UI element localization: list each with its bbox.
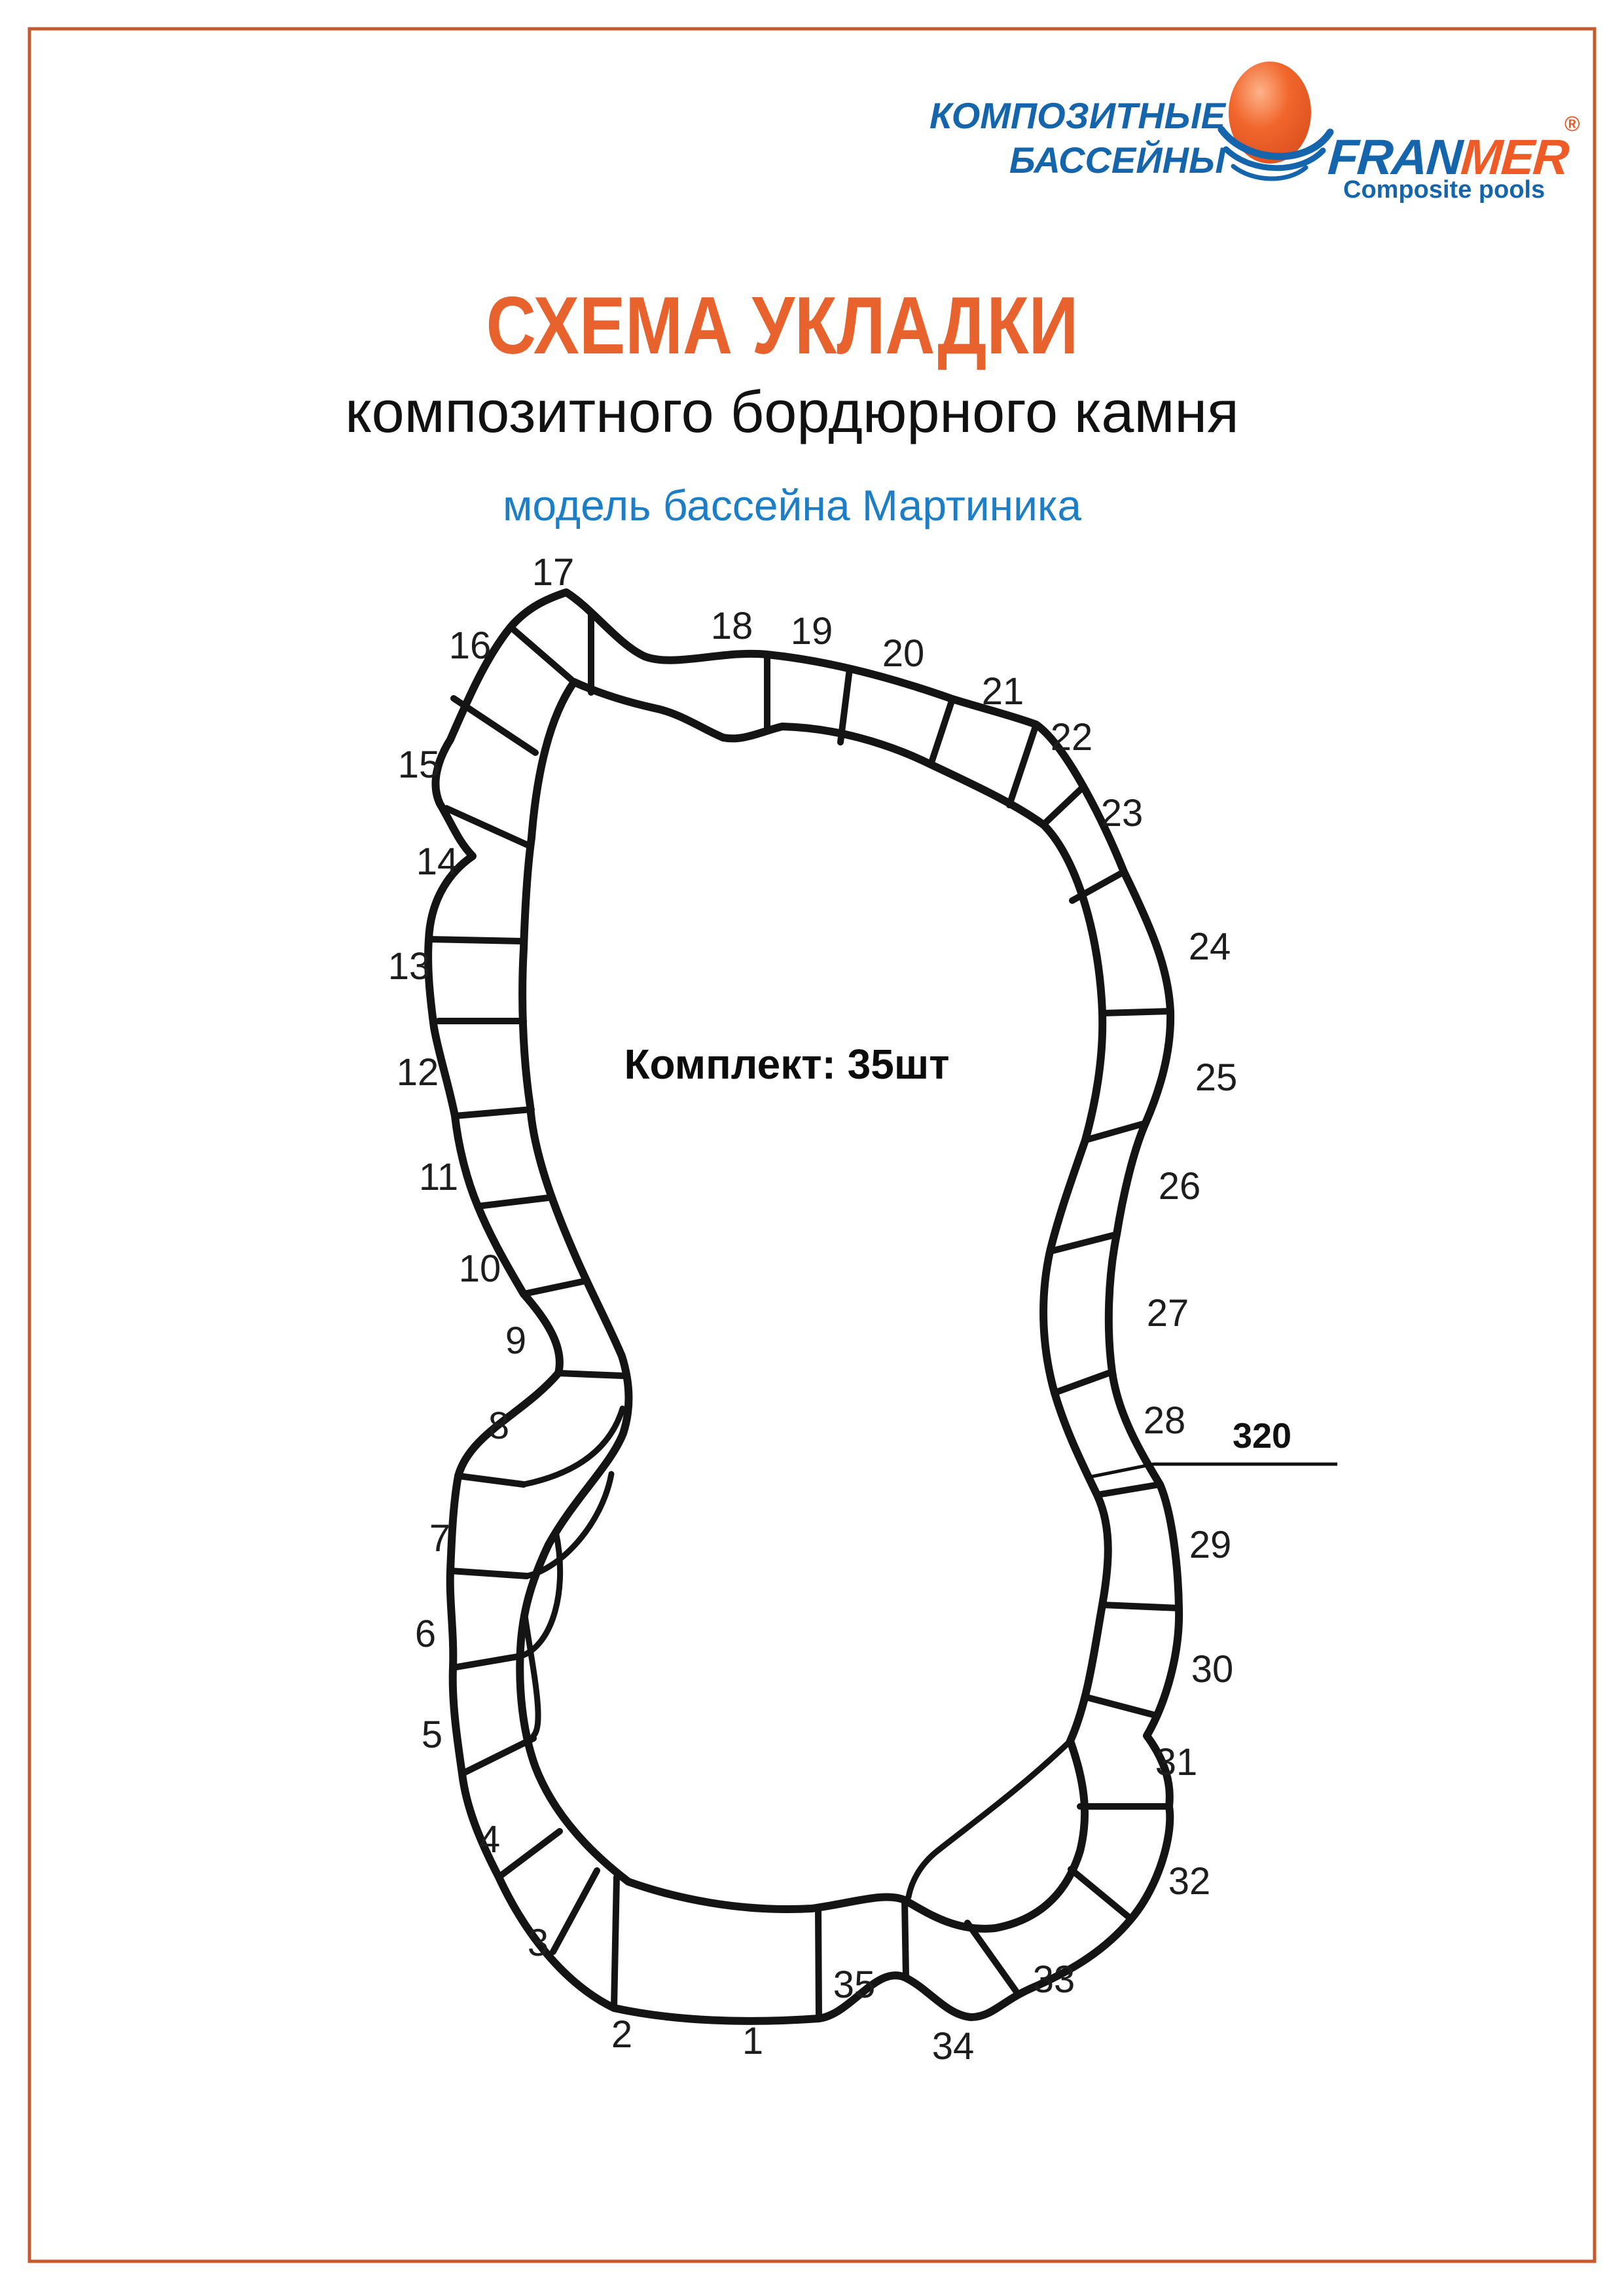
- stone-label-19: 19: [790, 610, 833, 653]
- stone-label-2: 2: [611, 2013, 633, 2056]
- logo-brand-orange: MER: [1459, 130, 1570, 185]
- stone-label-14: 14: [416, 840, 459, 883]
- pool-diagram: [388, 551, 1337, 2068]
- logo-registered-icon: ®: [1564, 112, 1580, 135]
- logo-brand-blue: FRAN: [1326, 130, 1464, 185]
- stone-label-35: 35: [833, 1964, 876, 2006]
- titles: [345, 281, 1239, 529]
- logo-egg-icon: [1221, 62, 1330, 179]
- stone-label-34: 34: [931, 2025, 975, 2068]
- pool-inner-outline: [520, 682, 1108, 1929]
- stone-label-30: 30: [1191, 1648, 1234, 1691]
- stone-label-6: 6: [414, 1613, 437, 1655]
- stone-label-32: 32: [1168, 1860, 1211, 1903]
- stone-label-10: 10: [458, 1247, 501, 1290]
- stone-label-8: 8: [488, 1405, 510, 1447]
- stone-label-26: 26: [1158, 1165, 1201, 1208]
- stone-label-11: 11: [418, 1156, 459, 1198]
- page-title: СХЕМА УКЛАДКИ: [486, 281, 1079, 371]
- logo-tagline-line1: КОМПОЗИТНЫЕ: [929, 95, 1225, 136]
- stone-label-5: 5: [421, 1713, 443, 1756]
- logo-subtitle: Composite pools: [1343, 176, 1545, 204]
- stone-label-17: 17: [532, 551, 575, 594]
- stone-label-28: 28: [1143, 1399, 1186, 1442]
- kit-count-label: Комплект: 35шт: [624, 1041, 950, 1088]
- stone-label-31: 31: [1155, 1741, 1198, 1784]
- stone-label-21: 21: [981, 670, 1024, 713]
- stone-label-13: 13: [388, 945, 431, 988]
- dimension-value: 320: [1232, 1416, 1292, 1456]
- stone-label-23: 23: [1100, 792, 1144, 834]
- stone-label-29: 29: [1189, 1524, 1232, 1566]
- logo-tagline-line2: БАССЕЙНЫ: [1009, 139, 1225, 181]
- stone-label-9: 9: [505, 1319, 527, 1362]
- dimension-line: [1089, 1464, 1337, 1477]
- stone-label-3: 3: [527, 1922, 549, 1964]
- pool-model-title: модель бассейна Мартиника: [502, 481, 1082, 529]
- logo: [929, 62, 1580, 204]
- stone-label-4: 4: [478, 1818, 501, 1861]
- step-joint-curve: [909, 1742, 1069, 1897]
- stone-label-20: 20: [882, 632, 925, 675]
- stone-label-22: 22: [1050, 716, 1093, 759]
- stone-label-16: 16: [448, 624, 492, 667]
- stone-label-15: 15: [397, 744, 441, 786]
- stone-label-25: 25: [1195, 1056, 1238, 1099]
- stone-label-12: 12: [396, 1051, 439, 1094]
- page-subtitle: композитного бордюрного камня: [345, 380, 1239, 445]
- stone-label-33: 33: [1032, 1958, 1075, 2001]
- stone-label-24: 24: [1188, 925, 1231, 968]
- stone-label-27: 27: [1146, 1292, 1189, 1335]
- stone-label-18: 18: [710, 605, 753, 647]
- stone-label-7: 7: [429, 1517, 451, 1560]
- stone-label-1: 1: [742, 2020, 764, 2062]
